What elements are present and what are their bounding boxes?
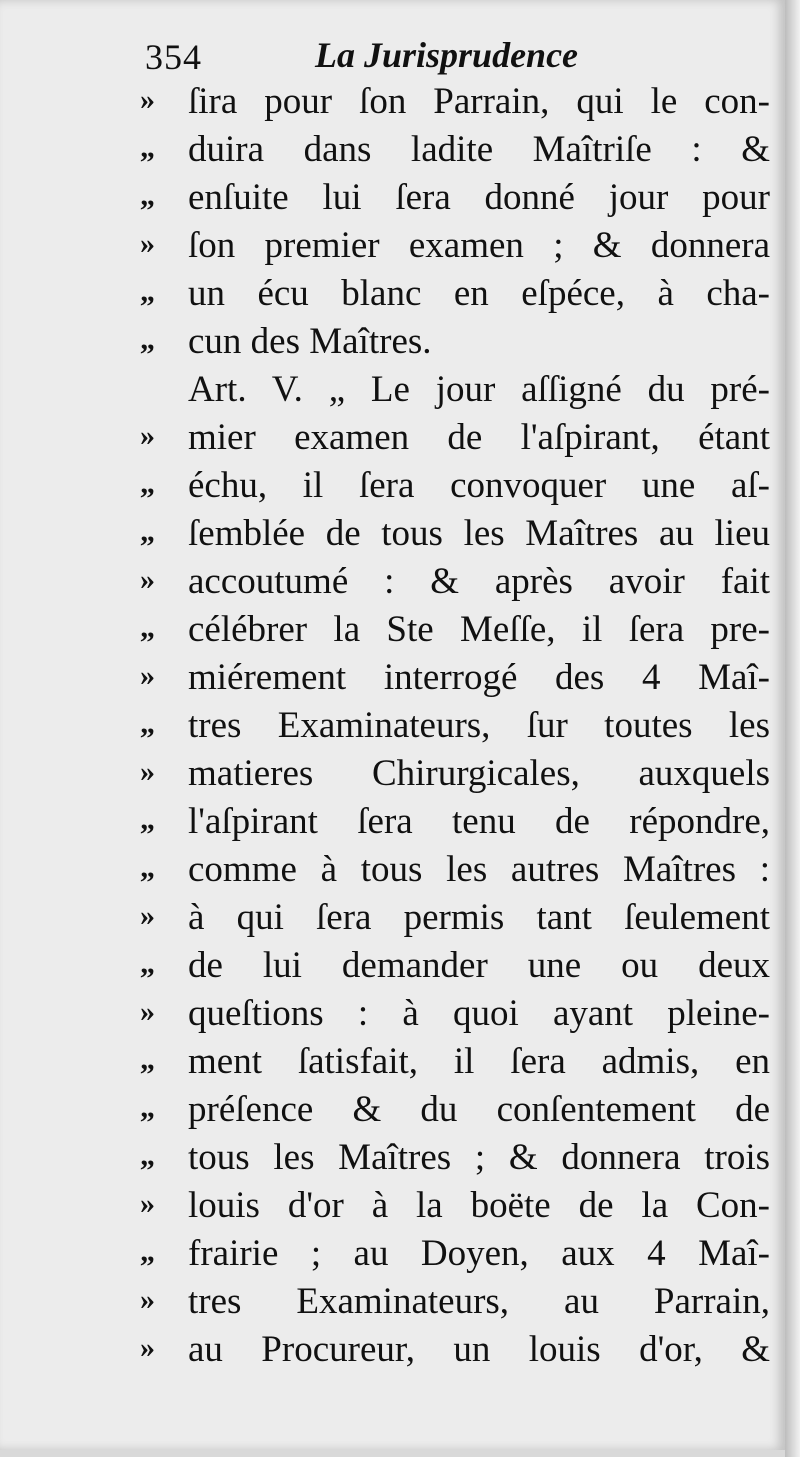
text-line [140, 510, 780, 558]
line-text: échu, il ſera convoquer une aſ- [188, 465, 770, 506]
quote-mark: „ [140, 947, 155, 980]
quote-mark: » [140, 659, 155, 692]
quote-mark: » [140, 419, 155, 452]
text-line [140, 558, 780, 606]
text-line [140, 702, 780, 750]
text-line [140, 174, 780, 222]
text-line [140, 270, 780, 318]
quote-mark: » [140, 1331, 155, 1364]
text-line [140, 414, 780, 462]
text-line [140, 942, 780, 990]
running-title: La Jurisprudence [315, 35, 579, 75]
text-line [140, 1086, 780, 1134]
quote-mark: „ [140, 851, 155, 884]
quote-mark: » [140, 755, 155, 788]
line-text: duira dans ladite Maîtriſe : & [188, 129, 770, 170]
quote-mark: „ [140, 323, 155, 356]
text-line [140, 606, 780, 654]
line-text: tres Examinateurs, au Parrain, [188, 1281, 770, 1322]
text-line [140, 126, 780, 174]
line-text: tres Examinateurs, ſur toutes les [188, 705, 770, 746]
line-text: l'aſpirant ſera tenu de répondre, [188, 801, 770, 842]
line-text: enſuite lui ſera donné jour pour [188, 177, 770, 218]
line-text: ſon premier examen ; & donnera [188, 225, 770, 266]
line-text: de lui demander une ou deux [188, 945, 770, 986]
line-text: mier examen de l'aſpirant, étant [188, 417, 770, 458]
text-line [140, 1278, 780, 1326]
line-text: à qui ſera permis tant ſeulement [188, 897, 770, 938]
text-line [140, 318, 780, 366]
line-text: cun des Maîtres. [188, 321, 432, 362]
quote-mark: » [140, 227, 155, 260]
line-text: ſira pour ſon Parrain, qui le con- [188, 81, 770, 122]
line-text: au Procureur, un louis d'or, & [188, 1329, 770, 1370]
text-line [140, 462, 780, 510]
quote-mark: „ [140, 707, 155, 740]
quote-mark: » [140, 1283, 155, 1316]
line-text: ment ſatisfait, il ſera admis, en [188, 1041, 770, 1082]
quote-mark: » [140, 899, 155, 932]
quote-mark: » [140, 995, 155, 1028]
line-text: queſtions : à quoi ayant pleine- [188, 993, 770, 1034]
text-line [140, 78, 780, 126]
quote-mark: „ [140, 275, 155, 308]
quote-mark: » [140, 83, 155, 116]
line-text: préſence & du conſentement de [188, 1089, 770, 1130]
text-line [140, 894, 780, 942]
text-line [140, 1134, 780, 1182]
quote-mark: „ [140, 131, 155, 164]
quote-mark: „ [140, 1235, 155, 1268]
line-text: accoutumé : & après avoir fait [188, 561, 770, 602]
quote-mark: » [140, 563, 155, 596]
quote-mark: „ [140, 1091, 155, 1124]
text-line [140, 1326, 780, 1374]
body-text [140, 78, 780, 1374]
text-line [140, 990, 780, 1038]
quote-mark: „ [140, 179, 155, 212]
line-text: miérement interrogé des 4 Maî- [188, 657, 770, 698]
text-line [140, 750, 780, 798]
text-line [140, 846, 780, 894]
text-line [140, 1230, 780, 1278]
line-text: tous les Maîtres ; & donnera trois [188, 1137, 770, 1178]
quote-mark: „ [140, 611, 155, 644]
page-header [140, 32, 760, 82]
line-text: Art. V. „ Le jour aſſigné du pré- [188, 369, 770, 410]
page-number: 354 [145, 37, 202, 77]
text-line [140, 798, 780, 846]
line-text: frairie ; au Doyen, aux 4 Maî- [188, 1233, 770, 1274]
text-line [140, 222, 780, 270]
text-line [140, 1038, 780, 1086]
article-heading-line [140, 366, 780, 414]
line-text: comme à tous les autres Maîtres : [188, 849, 770, 890]
quote-mark: „ [140, 1043, 155, 1076]
text-line [140, 1182, 780, 1230]
line-text: louis d'or à la boëte de la Con- [188, 1185, 770, 1226]
line-text: ſemblée de tous les Maîtres au lieu [188, 513, 770, 554]
line-text: célébrer la Ste Meſſe, il ſera pre- [188, 609, 770, 650]
quote-mark: „ [140, 1139, 155, 1172]
text-line [140, 654, 780, 702]
quote-mark: „ [140, 803, 155, 836]
line-text: un écu blanc en eſpéce, à cha- [188, 273, 770, 314]
line-text: matieres Chirurgicales, auxquels [188, 753, 770, 794]
quote-mark: „ [140, 515, 155, 548]
quote-mark: „ [140, 467, 155, 500]
page-edge-shadow [785, 0, 800, 1457]
quote-mark: » [140, 1187, 155, 1220]
